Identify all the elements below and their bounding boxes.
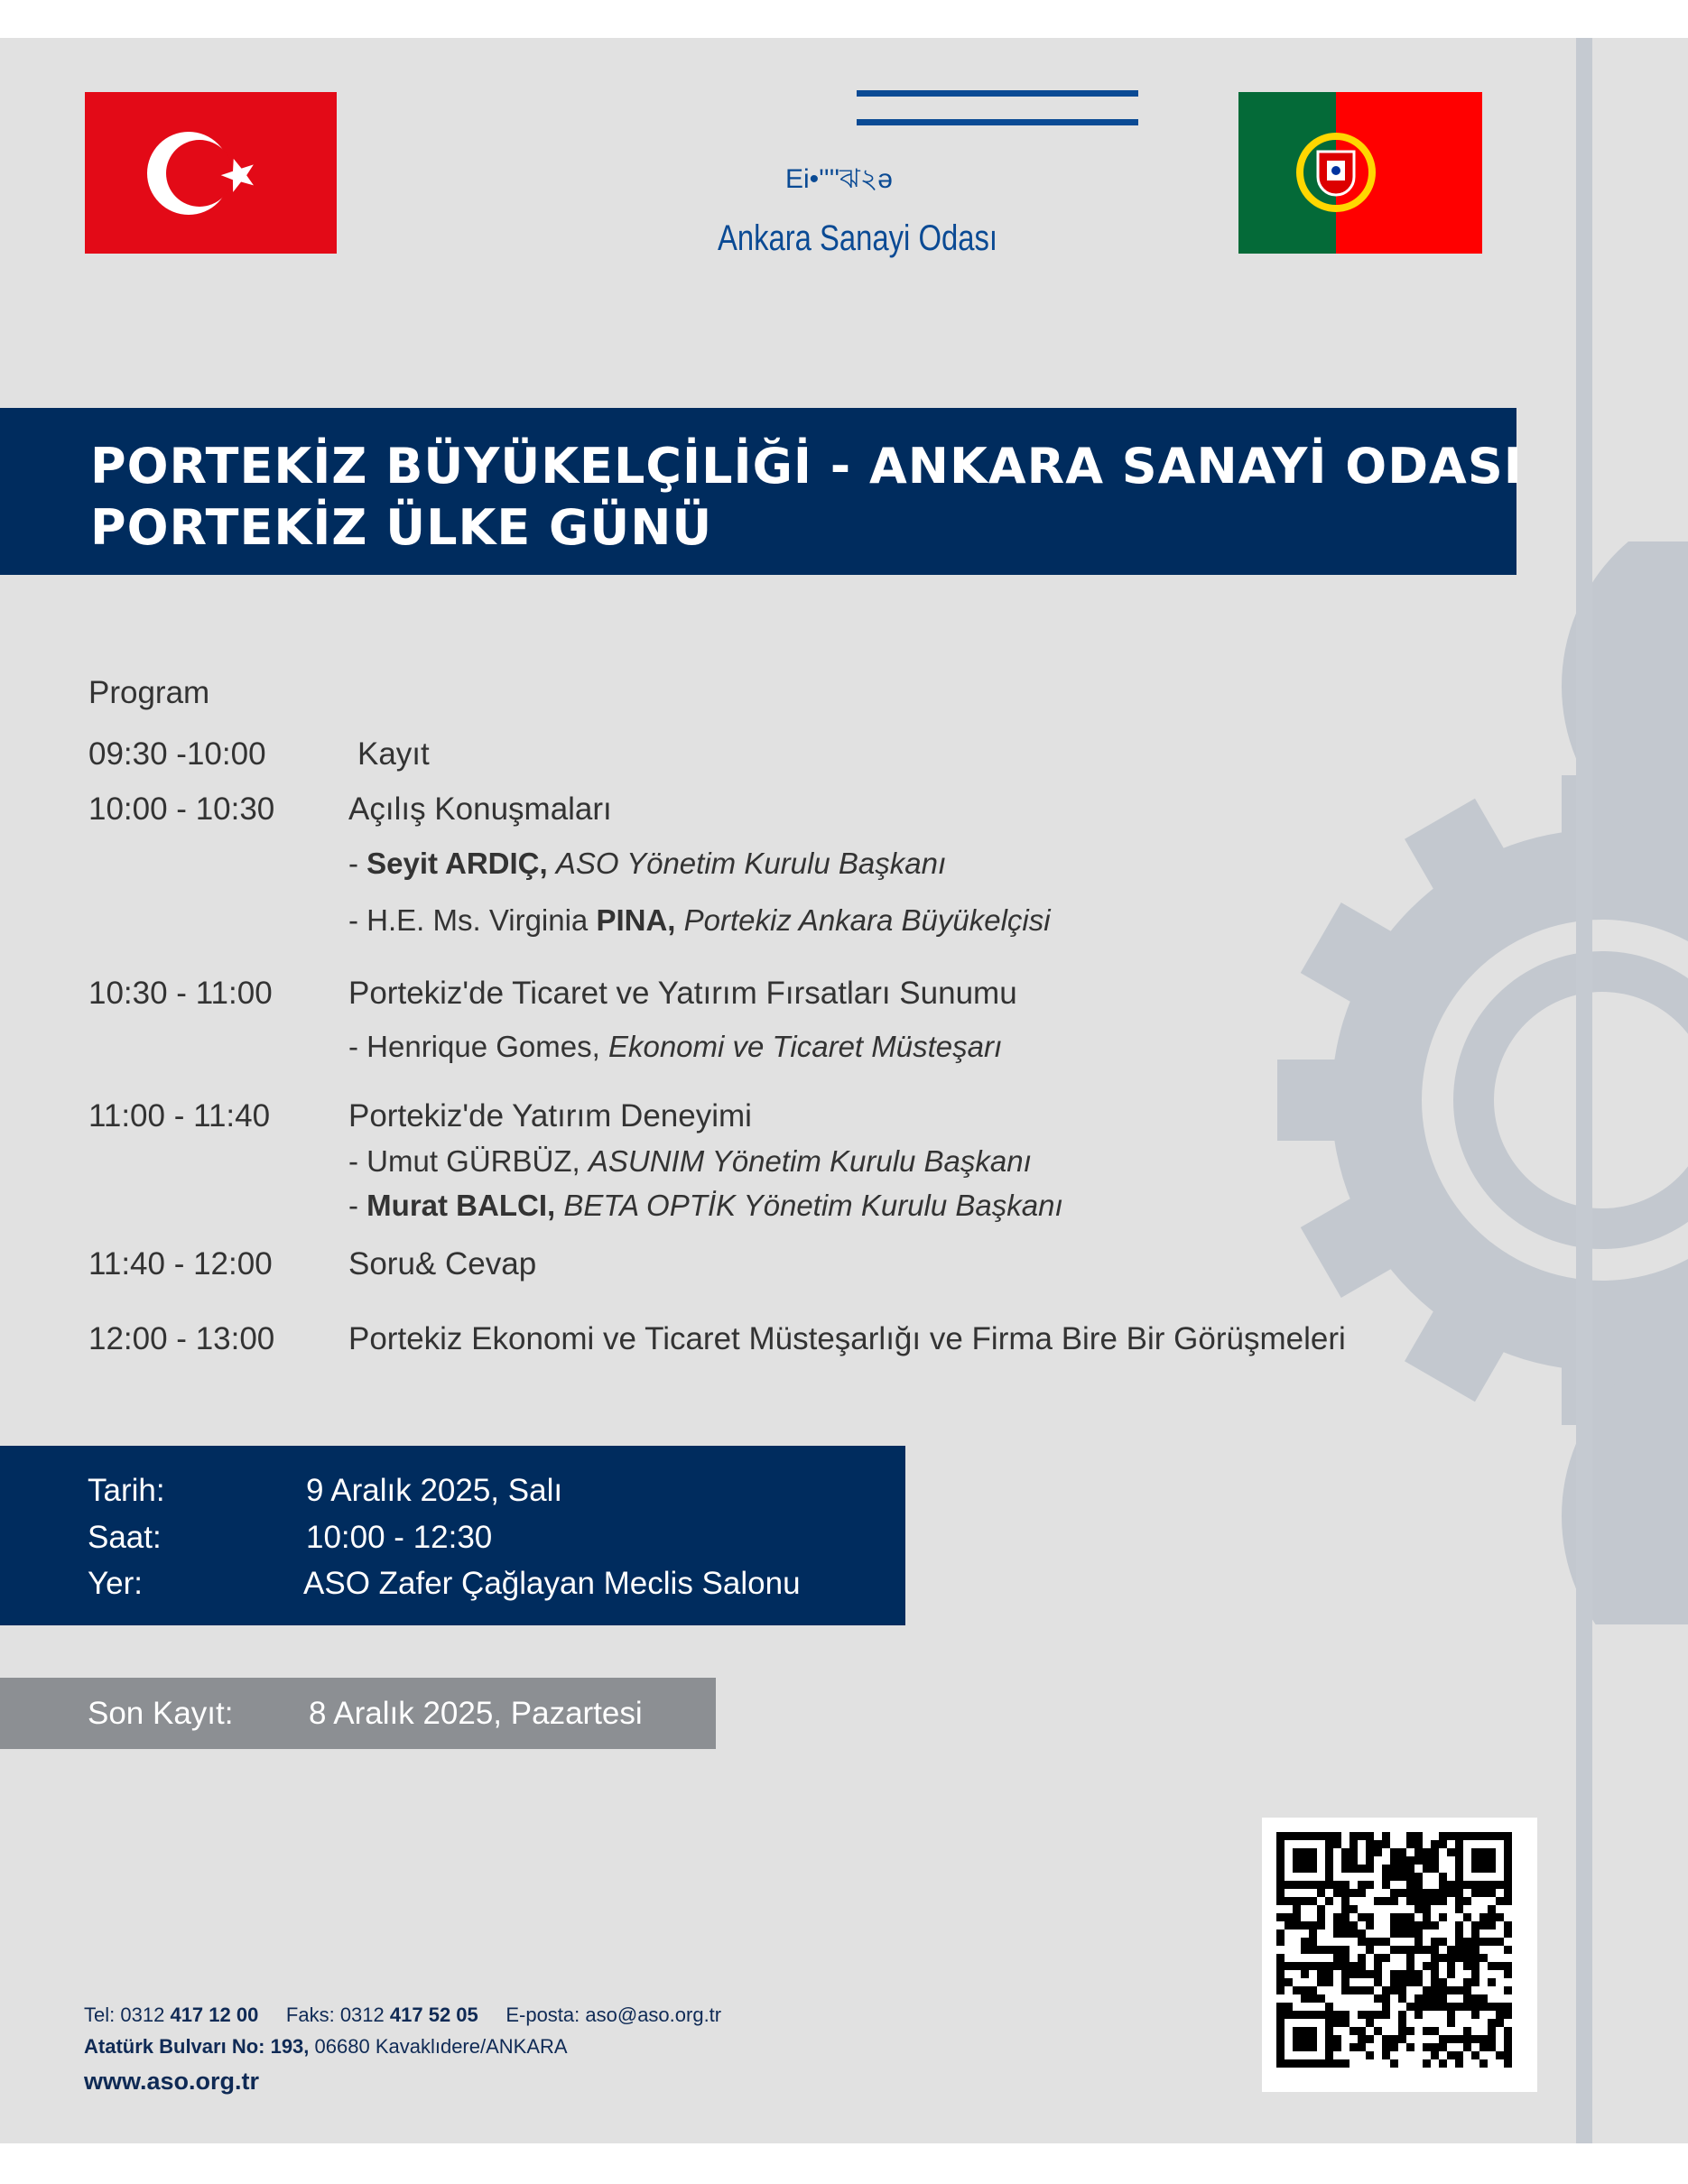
email-link[interactable]: aso@aso.org.tr: [585, 2004, 722, 2026]
program-time: 12:00 - 13:00: [88, 1321, 275, 1356]
speaker-line: - Murat BALCI, BETA OPTİK Yönetim Kurulu Başkanı: [348, 1189, 1063, 1222]
program-event: Soru& Cevap: [348, 1246, 537, 1282]
time-value: 10:00 - 12:30: [306, 1520, 493, 1555]
program-time: 11:00 - 11:40: [88, 1098, 271, 1134]
qr-code[interactable]: [1262, 1818, 1537, 2092]
speaker-line: - Henrique Gomes, Ekonomi ve Ticaret Müsteşarı: [348, 1030, 1003, 1063]
speaker-line: - Umut GÜRBÜZ, ASUNIM Yönetim Kurulu Başkanı: [348, 1144, 1032, 1178]
program-heading: Program: [88, 675, 210, 710]
logo-mark: Ei•''''ঝ২ə: [785, 164, 893, 194]
vertical-divider: [1576, 38, 1592, 2143]
program-time: 09:30 -10:00: [88, 736, 266, 772]
title-line-1: PORTEKİZ BÜYÜKELÇİLİĞİ - ANKARA SANAYİ ODASI: [90, 438, 1523, 495]
program-event: Portekiz Ekonomi ve Ticaret Müsteşarlığı ve Firma Bire Bir Görüşmeleri: [348, 1321, 1346, 1356]
date-value: 9 Aralık 2025, Salı: [306, 1473, 563, 1508]
date-label: Tarih:: [88, 1473, 165, 1508]
logo-name: Ankara Sanayi Odası: [718, 218, 997, 258]
program-time: 10:00 - 10:30: [88, 791, 275, 827]
place-label: Yer:: [88, 1566, 143, 1601]
website-link[interactable]: www.aso.org.tr: [84, 2068, 260, 2095]
speaker-line: - Seyit ARDIÇ, ASO Yönetim Kurulu Başkanı: [348, 847, 947, 880]
gear-decoration-icon: [1173, 541, 1688, 1624]
contact-line: Tel: 0312 417 12 00 Faks: 0312 417 52 05 E-posta: aso@aso.org.tr: [84, 2004, 722, 2026]
place-value: ASO Zafer Çağlayan Meclis Salonu: [303, 1566, 801, 1601]
program-time: 11:40 - 12:00: [88, 1246, 273, 1282]
deadline-label: Son Kayıt:: [88, 1696, 234, 1731]
title-line-2: PORTEKİZ ÜLKE GÜNÜ: [90, 499, 713, 556]
deadline-box: [0, 1678, 716, 1749]
portugal-flag: [1238, 92, 1482, 254]
deadline-value: 8 Aralık 2025, Pazartesi: [309, 1696, 643, 1731]
program-event: Portekiz'de Yatırım Deneyimi: [348, 1098, 752, 1134]
logo-line: [857, 119, 1138, 125]
event-info-box: [0, 1446, 905, 1625]
logo-line: [857, 90, 1138, 97]
program-time: 10:30 - 11:00: [88, 976, 273, 1011]
time-label: Saat:: [88, 1520, 162, 1555]
turkey-flag: [85, 92, 337, 254]
program-event: Açılış Konuşmaları: [348, 791, 612, 827]
speaker-line: - H.E. Ms. Virginia PINA, Portekiz Ankara Büyükelçisi: [348, 903, 1051, 937]
program-event: Kayıt: [357, 736, 430, 772]
address-line: Atatürk Bulvarı No: 193, 06680 Kavaklıdere/ANKARA: [84, 2035, 568, 2058]
program-event: Portekiz'de Ticaret ve Yatırım Fırsatları Sunumu: [348, 976, 1017, 1011]
title-banner: [0, 408, 1523, 575]
